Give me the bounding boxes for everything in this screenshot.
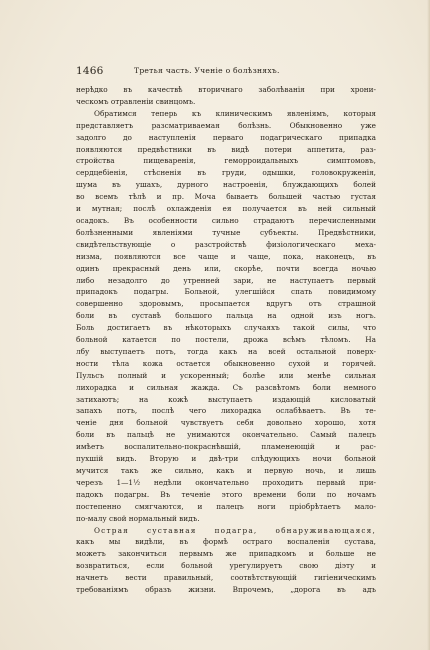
paragraph-start-line: Обратимся теперь къ клиническимъ явленiямъ, которыя [94, 108, 376, 118]
text-line: нерѣдко въ качествѣ вторичнаго заболѣванiя при хрони- [76, 85, 376, 94]
text-line: во всемъ тѣлѣ и пр. Моча бываетъ большей частью густая [76, 192, 376, 202]
text-line: осадокъ. Въ особенности сильно страдаютъ перечисленными [76, 215, 376, 225]
text-line: лихорадка и сильная жажда. Съ разсвѣтомъ боли немного [76, 382, 376, 392]
text-line: начнетъ вести правильный, соотвѣтствующiй гигiеническимъ [76, 573, 376, 583]
text-line: совершенно здоровымъ, просыпается вдругъ отъ страшной [76, 299, 376, 309]
text-line: одинъ прекрасный день или, скорѣе, почти всегда ночью [76, 263, 376, 273]
text-line: либо незадолго до утренней зари, не наступаетъ первый [76, 275, 376, 285]
text-line: затихаютъ; на кожѣ выступаетъ издающiй кисловатый [76, 394, 376, 404]
text-line: какъ мы видѣли, въ формѣ остраго воспаленiя сустава, [76, 537, 376, 547]
text-line: мучится такъ же сильно, какъ и первую ночь, и лишь [76, 466, 376, 475]
text-line: Боль достигаетъ въ нѣкоторыхъ случаяхъ такой силы, что [76, 323, 376, 333]
text-line: ченiе дня больной чувствуетъ себя довольно хорошо, хотя [76, 418, 376, 428]
text-line: Пульсъ полный и ускоренный; болѣе или менѣе сильная [76, 370, 376, 380]
page-number: 1466 [76, 65, 104, 77]
text-line: и мутная; послѣ охлажденiя ея получается въ ней сильный [76, 204, 376, 214]
text-line: требованiямъ образъ жизни. Впрочемъ, „дорога въ адъ [76, 585, 376, 595]
text-line: запахъ потъ, послѣ чего лихорадка ослабѣваетъ. Въ те- [76, 406, 376, 416]
running-head: Третья часть. Ученiе о болѣзняхъ. [134, 66, 280, 75]
text-line: имѣетъ воспалительно-покраснѣвшiй, пламенеющiй и рас- [76, 442, 376, 452]
paragraph-start-line: Острая суставная подагра, обнаруживающаяся, [94, 525, 376, 535]
text-line: припадокъ подагры. Больной, улегшiйся спать повидимому [76, 287, 376, 297]
text-line: задолго до наступленiя перваго подагрическаго припадка [76, 132, 376, 142]
page-header [76, 65, 376, 79]
text-line: пухшiй видъ. Вторую и двѣ-три слѣдующихъ ночи больной [76, 454, 376, 464]
text-line: ческомъ отравленiи свинцомъ. [76, 96, 196, 106]
text-line: по-малу свой нормальный видъ. [76, 513, 200, 523]
text-line: возвратиться, если больной урегулируетъ свою дiэту и [76, 561, 376, 571]
text-line: стройства пищеваренiя, геморроидальныхъ симптомовъ, [76, 156, 376, 166]
text-line: боли въ пальцѣ не унимаются окончательно. Самый палецъ [76, 430, 376, 440]
text-line: появляются предвѣстники въ видѣ потери аппетита, раз- [76, 144, 376, 154]
text-line: постепенно смягчаются, и палецъ ноги прiобрѣтаетъ мало- [76, 501, 376, 511]
text-line: ности тѣла кожа остается обыкновенно сухой и горячей. [76, 358, 376, 368]
text-line: черезъ 1—1½ недѣли окончательно проходитъ первый при- [76, 477, 376, 487]
text-line: низма, появляются все чаще и чаще, пока, наконецъ, въ [76, 251, 376, 261]
text-line: шума въ ушахъ, дурного настроенiя, блуждающихъ болей [76, 180, 376, 190]
text-line: свидѣтельствующiе о разстройствѣ физiологическаго меха- [76, 239, 376, 249]
text-line: боли въ суставѣ большого пальца на одной изъ ногъ. [76, 311, 376, 321]
text-line: сердцебiенiя, стѣсненiя въ груди, одышки, головокруженiя, [76, 168, 376, 178]
text-line: представляетъ разсматриваемая болѣзнь. Обыкновенно уже [76, 120, 376, 130]
text-line: болѣзненными явленiями тучные субъекты. Предвѣстники, [76, 227, 376, 237]
text-line: можетъ закончиться первымъ же припадкомъ и больше не [76, 549, 376, 559]
text-line: больной катается по постели, дрожа всѣмъ тѣломъ. На [76, 335, 376, 345]
text-line: лбу выступаетъ потъ, тогда какъ на всей остальной поверх- [76, 346, 376, 356]
text-line: падокъ подагры. Въ теченiе этого времени боли по ночамъ [76, 489, 376, 499]
body-text [76, 84, 376, 596]
